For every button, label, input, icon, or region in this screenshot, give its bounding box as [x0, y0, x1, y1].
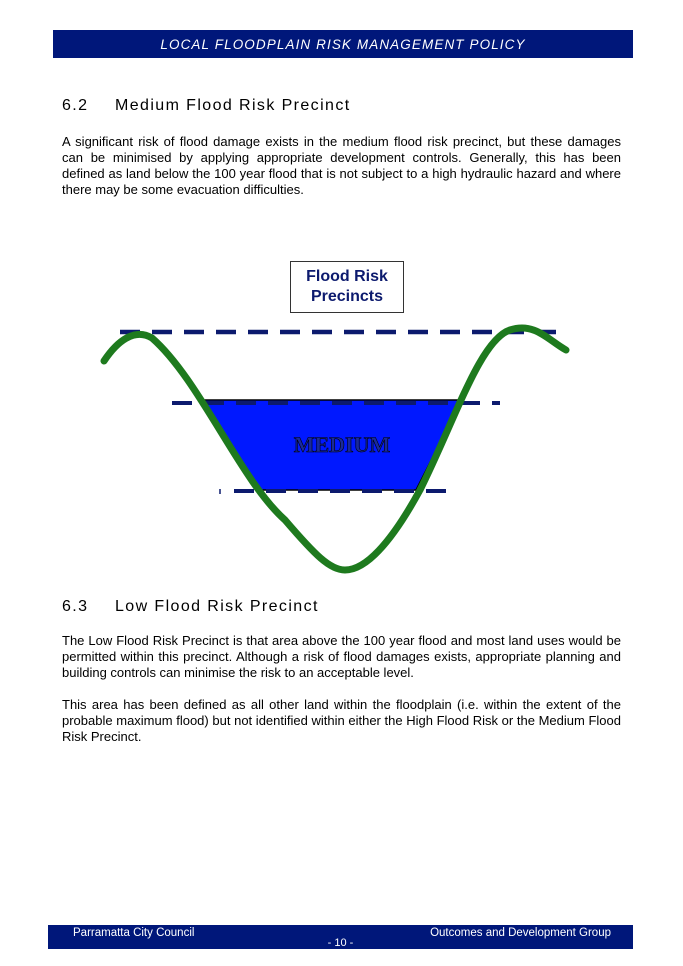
- section-6-2-paragraph: A significant risk of flood damage exists in the medium flood risk precinct, but these damages can be minimised by applying appropriate development controls. Generally, this has been defined as land below the 100 year flood that is not subject to a high hydraulic hazard and where there may be some evacuation difficulties.: [62, 134, 621, 197]
- footer-right: Outcomes and Development Group: [430, 927, 611, 939]
- section-6-3-title: Low Flood Risk Precinct: [115, 598, 319, 615]
- precincts-title-box: [290, 261, 404, 313]
- page-footer: [48, 925, 633, 949]
- box-line-1: Flood Risk: [306, 268, 388, 285]
- page-number: - 10 -: [327, 937, 354, 949]
- box-line-2: Precincts: [310, 288, 384, 305]
- section-6-3-number: 6.3: [62, 598, 89, 615]
- header-title: LOCAL FLOODPLAIN RISK MANAGEMENT POLICY: [160, 37, 526, 52]
- section-6-3-paragraph-1: The Low Flood Risk Precinct is that area above the 100 year flood and most land uses would be permitted within this precinct. Although a risk of flood damages exists, appropriate planning and building controls can minimise the risk to an acceptable level.: [62, 633, 621, 680]
- section-6-2-title: Medium Flood Risk Precinct: [115, 97, 351, 114]
- section-6-3-heading: [62, 598, 319, 616]
- zone-label: MEDIUM: [293, 432, 391, 457]
- section-6-3-paragraph-2: This area has been defined as all other land within the floodplain (i.e. within the extent of the probable maximum flood) but not identified within either the High Flood Risk or the Medium Flood Risk Precinct.: [62, 697, 621, 744]
- section-6-2-number: 6.2: [62, 97, 89, 114]
- footer-left: Parramatta City Council: [73, 927, 195, 939]
